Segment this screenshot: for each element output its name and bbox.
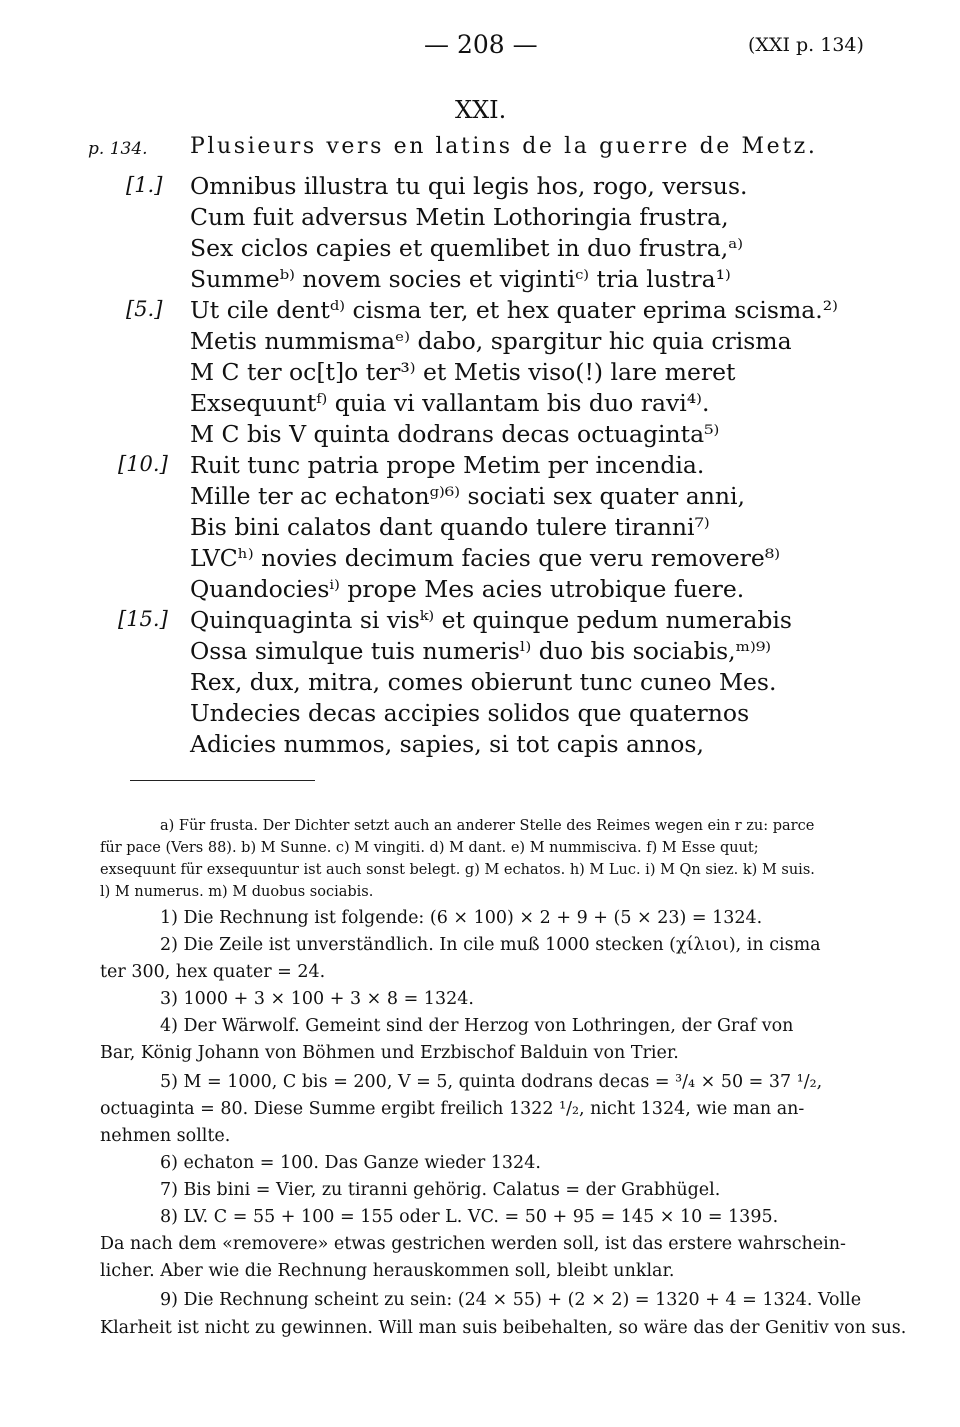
verse-line: Ossa simulque tuis numerisˡ⁾ duo bis sociabis,ᵐ⁾⁹⁾ bbox=[190, 637, 772, 665]
note-line: 5) M = 1000, C bis = 200, V = 5, quinta dodrans decas = ³/₄ × 50 = 37 ¹/₂, bbox=[160, 1072, 823, 1092]
verse-line: Metis nummismaᵉ⁾ dabo, spargitur hic quia crisma bbox=[190, 327, 792, 355]
note-line: 4) Der Wärwolf. Gemeint sind der Herzog von Lothringen, der Graf von bbox=[160, 1016, 794, 1036]
note-line: 7) Bis bini = Vier, zu tiranni gehörig. Calatus = der Grabhügel. bbox=[160, 1180, 721, 1200]
verse-line: Undecies decas accipies solidos que quaternos bbox=[190, 699, 750, 727]
note-line: 1) Die Rechnung ist folgende: (6 × 100) × 2 + 9 + (5 × 23) = 1324. bbox=[160, 908, 763, 928]
verse-line: M C ter oc[t]o ter³⁾ et Metis viso(!) lare meret bbox=[190, 358, 736, 386]
note-line: octuaginta = 80. Diese Summe ergibt freilich 1322 ¹/₂, nicht 1324, wie man an- bbox=[100, 1099, 805, 1119]
footnote-rule bbox=[130, 780, 315, 781]
note-line: Da nach dem «removere» etwas gestrichen werden soll, ist das erstere wahrschein- bbox=[100, 1234, 846, 1254]
verse-line: LVCʰ⁾ novies decimum facies que veru removere⁸⁾ bbox=[190, 544, 780, 572]
verse-line: Summeᵇ⁾ novem socies et vigintiᶜ⁾ tria lustra¹⁾ bbox=[190, 265, 731, 293]
verse-line: M C bis V quinta dodrans decas octuaginta⁵⁾ bbox=[190, 420, 720, 448]
note-line: Klarheit ist nicht zu gewinnen. Will man suis beibehalten, so wäre das der Genitiv von sus. bbox=[100, 1318, 907, 1338]
note-line: 8) LV. C = 55 + 100 = 155 oder L. VC. = 50 + 95 = 145 × 10 = 1395. bbox=[160, 1207, 779, 1227]
note-line: Bar, König Johann von Böhmen und Erzbischof Balduin von Trier. bbox=[100, 1043, 679, 1063]
verse-number: [1.] bbox=[126, 173, 163, 197]
section-title: Plusieurs vers en latins de la guerre de Metz. bbox=[190, 134, 818, 159]
note-line: ter 300, hex quater = 24. bbox=[100, 962, 326, 982]
verse-number: [10.] bbox=[118, 452, 168, 476]
verse-line: Quinquaginta si visᵏ⁾ et quinque pedum numerabis bbox=[190, 606, 792, 634]
note-line: 3) 1000 + 3 × 100 + 3 × 8 = 1324. bbox=[160, 989, 474, 1009]
note-line: 6) echaton = 100. Das Ganze wieder 1324. bbox=[160, 1153, 541, 1173]
verse-line: Exsequuntᶠ⁾ quia vi vallantam bis duo ravi⁴⁾. bbox=[190, 389, 710, 417]
verse-number: [5.] bbox=[126, 297, 163, 321]
page-number: — 208 — bbox=[424, 30, 538, 59]
note-line: licher. Aber wie die Rechnung herauskommen soll, bleibt unklar. bbox=[100, 1261, 675, 1281]
verse-line: Mille ter ac echatonᵍ⁾⁶⁾ sociati sex quater anni, bbox=[190, 482, 745, 510]
verse-line: Rex, dux, mitra, comes obierunt tunc cuneo Mes. bbox=[190, 668, 777, 696]
verse-line: Quandociesⁱ⁾ prope Mes acies utrobique fuere. bbox=[190, 575, 745, 603]
verse-line: Omnibus illustra tu qui legis hos, rogo, versus. bbox=[190, 172, 748, 200]
apparatus-line: für pace (Vers 88). b) M Sunne. c) M vingiti. d) M dant. e) M nummisciva. f) M Esse quut; bbox=[100, 840, 759, 856]
note-line: 9) Die Rechnung scheint zu sein: (24 × 55) + (2 × 2) = 1320 + 4 = 1324. Volle bbox=[160, 1290, 862, 1310]
verse-line: Bis bini calatos dant quando tulere tiranni⁷⁾ bbox=[190, 513, 710, 541]
verse-line: Sex ciclos capies et quemlibet in duo frustra,ᵃ⁾ bbox=[190, 234, 744, 262]
apparatus-line: l) M numerus. m) M duobus sociabis. bbox=[100, 884, 374, 900]
verse-line: Ut cile dentᵈ⁾ cisma ter, et hex quater eprima scisma.²⁾ bbox=[190, 296, 838, 324]
page-reference: (XXI p. 134) bbox=[748, 34, 864, 56]
verse-line: Adicies nummos, sapies, si tot capis annos, bbox=[190, 730, 704, 758]
verse-number: [15.] bbox=[118, 607, 168, 631]
note-line: nehmen sollte. bbox=[100, 1126, 231, 1146]
apparatus-line: a) Für frusta. Der Dichter setzt auch an anderer Stelle des Reimes wegen ein r zu: parce bbox=[160, 818, 815, 834]
verse-line: Cum fuit adversus Metin Lothoringia frustra, bbox=[190, 203, 729, 231]
section-number: XXI. bbox=[455, 96, 507, 124]
verse-line: Ruit tunc patria prope Metim per incendia. bbox=[190, 451, 705, 479]
note-line: 2) Die Zeile ist unverständlich. In cile muß 1000 stecken (χίλιοι), in cisma bbox=[160, 935, 821, 955]
apparatus-line: exsequunt für exsequuntur ist auch sonst belegt. g) M echatos. h) M Luc. i) M Qn siez. k) M suis. bbox=[100, 862, 815, 878]
margin-page-reference: p. 134. bbox=[88, 139, 148, 159]
